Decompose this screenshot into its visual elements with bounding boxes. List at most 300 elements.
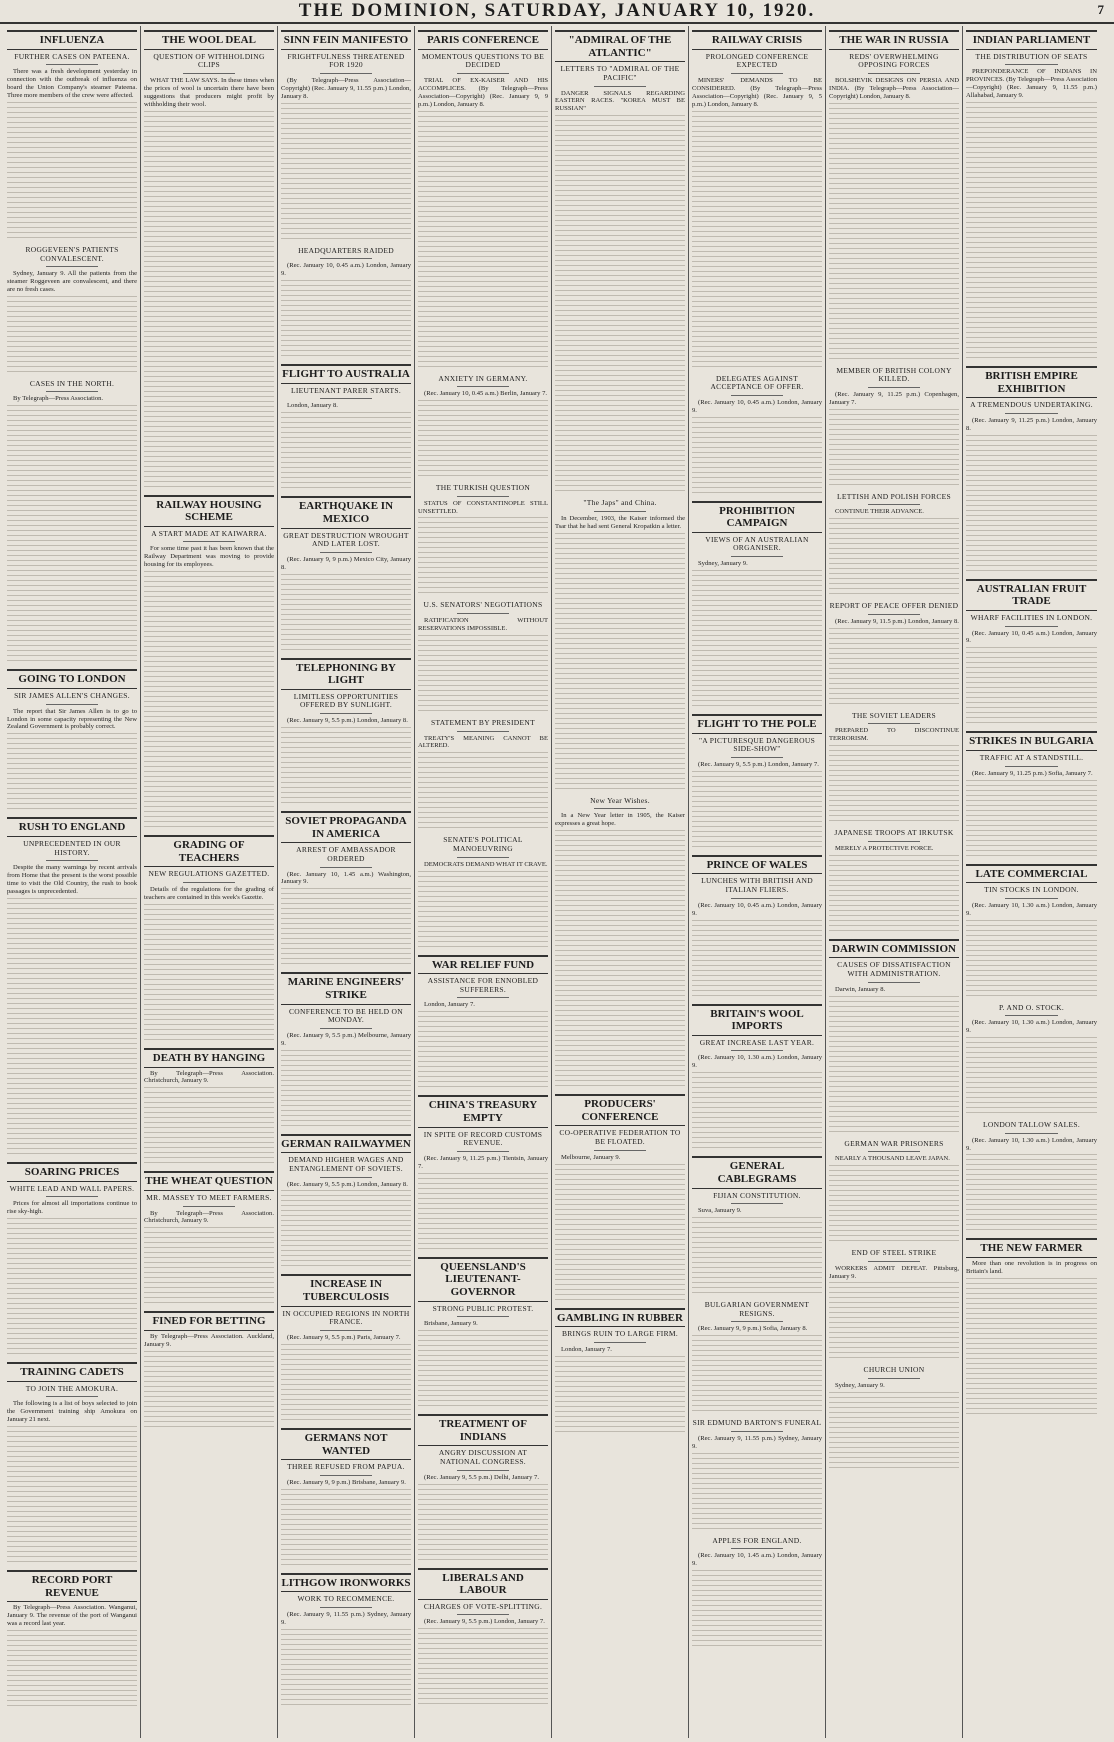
article-subheadline: IN SPITE OF RECORD CUSTOMS REVENUE. [423,1129,543,1148]
article [555,797,685,1090]
article-headline: DEATH BY HANGING [144,1048,274,1068]
article [144,1048,274,1167]
article-subheadline: TRAFFIC AT A STANDSTILL. [979,752,1084,762]
body-text-lines [7,1218,137,1358]
article-body: (Rec. January 9, 5.5 p.m.) London, January 7. [698,760,819,768]
article [7,380,137,666]
body-text-lines [281,1190,411,1270]
article [281,30,411,243]
article [281,496,411,653]
divider [868,1151,920,1152]
divider [457,1614,509,1615]
article [692,375,822,497]
article-subheadline: CHURCH UNION [863,1365,925,1375]
body-text-lines [966,1037,1097,1117]
body-text-lines [281,888,411,968]
article-body: London, January 7. [424,1001,475,1009]
article-subheadline: CASES IN THE NORTH. [29,378,115,388]
article-headline: DARWIN COMMISSION [829,939,959,959]
article-body: Prices for almost all importations continue to rise sky-high. [7,1200,137,1216]
body-text-lines [966,920,1097,1000]
article-subheadline: FIJIAN CONSTITUTION. [713,1190,801,1200]
article-body: (Rec. January 10, 1.30 a.m.) London, January 9. [966,901,1097,917]
article-body: PREPONDERANCE OF INDIANS IN PROVINCES. (By Telegraph—Press Association—Copyright) (Rec. January 9, 11.55 p.m.) Allahabad, January 9. [966,68,1097,99]
article-body: In a New Year letter in 1905, the Kaiser expresses a great hope. [555,812,685,828]
article-subheadline: REPORT OF PEACE OFFER DENIED [829,601,959,611]
body-text-lines [7,405,137,665]
article-headline: INDIAN PARLIAMENT [966,30,1097,50]
divider [183,541,235,542]
article [418,836,548,950]
article-headline: FLIGHT TO THE POLE [692,714,822,734]
article-headline: MARINE ENGINEERS' STRIKE [281,972,411,1004]
article [281,658,411,807]
article [966,1238,1097,1417]
article-body: CONTINUE THEIR ADVANCE. [835,508,924,516]
article-body: More than one revolution is in progress on Britain's land. [966,1260,1097,1275]
divider [868,387,920,388]
article-subheadline: TO JOIN THE AMOKURA. [25,1383,119,1393]
article [7,1162,137,1358]
divider [320,258,372,259]
article-subheadline: LIEUTENANT PARER STARTS. [290,385,402,395]
article-headline: THE WOOL DEAL [144,30,274,50]
article-headline: PRODUCERS' CONFERENCE [555,1094,685,1126]
body-text-lines [144,571,274,831]
article-subheadline: WHITE LEAD AND WALL PAPERS. [9,1183,135,1193]
body-text-lines [281,280,411,360]
article-headline: GENERAL CABLEGRAMS [692,1156,822,1188]
column-3 [278,26,415,1738]
article-body: (Rec. January 10, 1.45 a.m.) London, January 9. [692,1552,822,1568]
article-subheadline: A TREMENDOUS UNDERTAKING. [970,400,1093,410]
article [829,602,959,708]
divider [731,1548,783,1549]
body-text-lines [692,1072,822,1152]
divider [457,73,509,74]
body-text-lines [966,1154,1097,1234]
column-7 [826,26,963,1738]
body-text-lines [829,628,959,708]
article-headline: GRADING OF TEACHERS [144,835,274,867]
article [144,1311,274,1430]
article-headline: FLIGHT TO AUSTRALIA [281,364,411,384]
body-text-lines [281,1344,411,1424]
article [418,1257,548,1410]
article-subheadline: ASSISTANCE FOR ENNOBLED SUFFERERS. [427,976,539,994]
article-body: TRIAL OF EX-KAISER AND HIS ACCOMPLICES. (By Telegraph—Press Association—Copyright) (Rec. January 9, 9 p.m.) London, January 8. [418,76,548,108]
divider [46,64,98,65]
body-text-lines [966,1278,1097,1418]
body-text-lines [692,920,822,1000]
body-text-lines [555,830,685,1090]
article [281,1428,411,1569]
article-subheadline: BULGARIAN GOVERNMENT RESIGNS. [704,1300,810,1318]
article-body: PREPARED TO DISCONTINUE TERRORISM. [829,727,959,743]
article-body: London, January 8. [287,402,338,410]
body-text-lines [418,635,548,715]
article-body: WHAT THE LAW SAYS. In these times when the prices of wool is uncertain there have been suggestions that producers might profit by withholding their wool. [144,76,274,108]
article-body: (Rec. January 10, 0.45 a.m.) London, January 9. [281,262,411,278]
body-text-lines [144,904,274,1044]
body-text-lines [281,103,411,243]
article-subheadline: BRINGS RUIN TO LARGE FIRM. [561,1329,679,1339]
article-subheadline: THREE REFUSED FROM PAPUA. [287,1462,405,1472]
article-subheadline: REDS' OVERWHELMING OPPOSING FORCES [849,51,939,70]
article-body: (Rec. January 10, 1.30 a.m.) London, January 9. [966,1136,1097,1152]
body-text-lines [144,1087,274,1167]
article [418,719,548,832]
body-text-lines [555,115,685,495]
body-text-lines [281,574,411,654]
article-subheadline: DEMAND HIGHER WAGES AND ENTANGLEMENT OF SOVIETS. [288,1155,404,1173]
body-text-lines [829,518,959,598]
body-text-lines [7,296,137,376]
body-text-lines [966,780,1097,860]
article [829,493,959,599]
body-text-lines [692,1335,822,1415]
column-2 [141,26,278,1738]
article-body: (Rec. January 9, 5.5 p.m.) London, January 8. [287,1180,408,1188]
article-body: (Rec. January 10, 0.45 a.m.) Berlin, January 7. [424,390,548,398]
article-subheadline: GERMAN WAR PRISONERS [844,1138,944,1148]
article [966,579,1097,728]
article [418,955,548,1092]
body-text-lines [7,102,137,242]
divider [731,395,783,396]
body-text-lines [281,412,411,492]
divider [320,867,372,868]
article [966,366,1097,575]
article [692,714,822,851]
divider [320,1028,372,1029]
article [692,1156,822,1297]
article [692,1004,822,1153]
body-text-lines [281,727,411,807]
divider [731,556,783,557]
article-subheadline: ANXIETY IN GERMANY. [438,373,528,383]
article [418,1414,548,1563]
article-subheadline: THE TURKISH QUESTION [435,483,531,493]
divider [457,386,509,387]
article-body: By Telegraph—Press Association. [13,395,104,403]
article-subheadline: SENATE'S POLITICAL MANOEUVRING [443,835,523,853]
body-text-lines [418,752,548,832]
divider [594,511,646,512]
article-body: Suva, January 9. [698,1207,742,1215]
article-body: For some time past it has been known that the Railway Department was moving to provide housing for its employees. [144,545,274,569]
article-body: Sydney, January 9. [835,1382,885,1390]
article [966,864,1097,1000]
article [7,1362,137,1566]
article [418,601,548,714]
masthead [0,0,1114,24]
body-text-lines [418,1484,548,1564]
divider [457,1470,509,1471]
article-subheadline: THE DISTRIBUTION OF SEATS [975,51,1088,61]
column-1 [4,26,141,1738]
article-headline: LATE COMMERCIAL [966,864,1097,884]
divider [594,808,646,809]
divider [731,757,783,758]
article-body: (Rec. January 9, 5.5 p.m.) London, January 8. [287,717,408,725]
divider [183,1206,235,1207]
article-headline: RUSH TO ENGLAND [7,817,137,837]
article-subheadline: FRIGHTFULNESS THREATENED FOR 1920 [287,51,405,70]
article-body: Sydney, January 9. All the patients from the steamer Roggeveen are convalescent, and there are no fresh cases. [7,270,137,293]
divider [457,857,509,858]
article-subheadline: A START MADE AT KAIWARRA. [151,528,267,538]
body-text-lines [829,855,959,935]
article [144,495,274,832]
column-8 [963,26,1100,1738]
body-text-lines [418,1628,548,1708]
article-body: MERELY A PROTECTIVE FORCE. [835,844,934,852]
article-body: (Rec. January 9, 11.25 p.m.) Sofia, January 7. [972,769,1093,777]
article-body: (Rec. January 9, 9 p.m.) Brisbane, January 9. [287,1478,406,1486]
article [692,855,822,1000]
article-headline: SINN FEIN MANIFESTO [281,30,411,50]
article [555,1308,685,1436]
body-text-lines [692,417,822,497]
article-body: (Rec. January 10, 1.45 a.m.) Washington, January 9. [281,870,411,886]
article [829,829,959,935]
body-text-lines [829,103,959,363]
article-body: (Rec. January 9, 5.5 p.m.) Paris, January 7. [287,1334,401,1342]
article-headline: "ADMIRAL OF THE ATLANTIC" [555,30,685,62]
article [7,817,137,1158]
article-subheadline: LETTERS TO "ADMIRAL OF THE PACIFIC" [560,64,680,82]
article-headline: GERMAN RAILWAYMEN [281,1134,411,1154]
article [418,30,548,371]
article-body: STATUS OF CONSTANTINOPLE STILL UNSETTLED. [418,499,548,515]
article-body: (Rec. January 9, 9 p.m.) Sofia, January 8. [698,1325,808,1333]
body-text-lines [966,647,1097,727]
article-subheadline: NEW REGULATIONS GAZETTED. [148,869,270,879]
body-text-lines [144,1227,274,1307]
newspaper-columns [4,26,1110,1738]
divider [457,1316,509,1317]
body-text-lines [418,871,548,951]
article-body: DEMOCRATS DEMAND WHAT IT CRAVE. [424,860,548,868]
article [281,1134,411,1271]
divider [868,1378,920,1379]
article-headline: THE WAR IN RUSSIA [829,30,959,50]
body-text-lines [829,1165,959,1245]
article-headline: EARTHQUAKE IN MEXICO [281,496,411,528]
article-subheadline: QUESTION OF WITHHOLDING CLIPS [153,51,265,70]
article-subheadline: JAPANESE TROOPS AT IRKUTSK [834,828,954,838]
divider [320,398,372,399]
article [692,1419,822,1532]
article-subheadline: IN OCCUPIED REGIONS IN NORTH FRANCE. [282,1308,410,1327]
divider [868,723,920,724]
article-headline: RECORD PORT REVENUE [7,1570,137,1602]
body-text-lines [555,1356,685,1436]
divider [594,1342,646,1343]
body-text-lines [829,1392,959,1472]
article-headline: FINED FOR BETTING [144,1311,274,1331]
article [144,30,274,491]
article-subheadline: GREAT INCREASE LAST YEAR. [699,1037,815,1047]
article-subheadline: U.S. SENATORS' NEGOTIATIONS [423,600,543,610]
page-number: 7 [1097,2,1104,17]
article-headline: LITHGOW IRONWORKS [281,1573,411,1593]
article [281,811,411,968]
body-text-lines [7,898,137,1158]
article-body: There was a fresh development yesterday in connection with the outbreak of influenza on board the Union Company's steamer Pateena. Three more members of the crew were affected. [7,68,137,99]
divider [320,1607,372,1608]
article-body: TREATY'S MEANING CANNOT BE ALTERED. [418,734,548,750]
article-body: Despite the many warnings by recent arrivals from Home that the present is the worst possible time to visit the Old Country, the rush to book passages is unprecedented. [7,864,137,895]
divider [868,1261,920,1262]
article-subheadline: MEMBER OF BRITISH COLONY KILLED. [836,365,952,384]
divider [46,1196,98,1197]
article-headline: GOING TO LONDON [7,669,137,689]
divider [320,73,372,74]
article-body: (Rec. January 9, 5.5 p.m.) London, January 7. [424,1618,545,1626]
article-body: (Rec. January 9, 11.55 p.m.) Sydney, January 9. [692,1434,822,1450]
body-text-lines [829,996,959,1136]
article-subheadline: ROGGEVEEN'S PATIENTS CONVALESCENT. [25,244,119,263]
body-text-lines [281,1050,411,1130]
article-headline: THE NEW FARMER [966,1238,1097,1258]
article-subheadline: WHARF FACILITIES IN LONDON. [970,612,1093,622]
article-subheadline: STRONG PUBLIC PROTEST. [432,1303,534,1313]
article-body: By Telegraph—Press Association. Christchurch, January 9. [144,1209,274,1225]
body-text-lines [829,1282,959,1362]
body-text-lines [281,1629,411,1709]
article-subheadline: HEADQUARTERS RAIDED [298,245,394,255]
article-subheadline: THE SOVIET LEADERS [851,710,936,720]
body-text-lines [418,1173,548,1253]
article [692,1537,822,1650]
article-subheadline: PROLONGED CONFERENCE EXPECTED [705,51,809,70]
body-text-lines [555,1164,685,1304]
article-subheadline: MR. MASSEY TO MEET FARMERS. [146,1192,272,1202]
body-text-lines [555,533,685,793]
divider [457,1151,509,1152]
body-text-lines [7,733,137,813]
article [966,731,1097,859]
article-subheadline: GREAT DESTRUCTION WROUGHT AND LATER LOST. [283,530,409,549]
article-subheadline: SIR JAMES ALLEN'S CHANGES. [14,691,130,701]
article-subheadline: UNPRECEDENTED IN OUR HISTORY. [23,839,121,857]
body-text-lines [418,1011,548,1091]
divider [320,1475,372,1476]
article [418,1095,548,1252]
article-headline: CHINA'S TREASURY EMPTY [418,1095,548,1127]
article-headline: BRITISH EMPIRE EXHIBITION [966,366,1097,398]
article-headline: QUEENSLAND'S LIEUTENANT-GOVERNOR [418,1257,548,1302]
article-body: By Telegraph—Press Association. Christchurch, January 9. [144,1069,274,1085]
body-text-lines [692,771,822,851]
body-text-lines [418,111,548,371]
article [281,247,411,360]
article-headline: INCREASE IN TUBERCULOSIS [281,1274,411,1306]
article [7,669,137,813]
body-text-lines [144,111,274,491]
article-body: Melbourne, January 9. [561,1153,621,1161]
article [281,1274,411,1423]
divider [868,73,920,74]
article [829,712,959,825]
article [829,1140,959,1246]
article [966,30,1097,362]
body-text-lines [966,435,1097,575]
divider [1005,1015,1057,1016]
body-text-lines [418,517,548,597]
article-subheadline: New Year Wishes. [590,795,650,805]
article-body: (By Telegraph—Press Association—Copyright) (Rec. January 9, 11.55 p.m.) London, January 8. [281,76,411,100]
body-text-lines [281,1489,411,1569]
divider [731,1321,783,1322]
article-body: In December, 1903, the Kaiser informed the Tsar that he had sent General Kropatkin a letter. [555,514,685,530]
article-body: (Rec. January 9, 11.5 p.m.) London, January 8. [835,617,959,625]
divider [594,86,646,87]
article [555,1094,685,1303]
divider [457,997,509,998]
divider [594,1150,646,1151]
divider [320,552,372,553]
article-subheadline: ANGRY DISCUSSION AT NATIONAL CONGRESS. [438,1448,528,1467]
article-headline: PARIS CONFERENCE [418,30,548,50]
article [966,1121,1097,1234]
article-headline: RAILWAY HOUSING SCHEME [144,495,274,527]
article-body: (Rec. January 9, 5.5 p.m.) Melbourne, January 9. [281,1031,411,1047]
article-body: (Rec. January 10, 1.30 a.m.) London, January 9. [692,1054,822,1070]
article-subheadline: STATEMENT BY PRESIDENT [431,717,535,727]
article-body: (Rec. January 9, 11.55 p.m.) Sydney, January 9. [281,1611,411,1626]
divider [320,1330,372,1331]
body-text-lines [692,570,822,710]
article-subheadline: CAUSES OF DISSATISFACTION WITH ADMINISTRATION. [837,960,951,978]
article-headline: SOVIET PROPAGANDA IN AMERICA [281,811,411,843]
article [966,1004,1097,1117]
article-headline: SOARING PRICES [7,1162,137,1182]
divider [320,1177,372,1178]
divider [46,266,98,267]
divider [320,713,372,714]
article-body: Sydney, January 9. [698,560,748,568]
article-body: Brisbane, January 9. [424,1320,478,1328]
article [692,1301,822,1415]
divider [868,504,920,505]
article [418,484,548,597]
divider [457,496,509,497]
article [692,30,822,371]
body-text-lines [829,409,959,489]
article [7,246,137,376]
divider [183,882,235,883]
divider [457,731,509,732]
article [418,375,548,481]
article-body: (Rec. January 9, 11.25 p.m.) Tientsin, January 7. [418,1154,548,1170]
article [829,367,959,489]
article-headline: PRINCE OF WALES [692,855,822,875]
article-subheadline: CO-OPERATIVE FEDERATION TO BE FLOATED. [559,1128,681,1147]
article-subheadline: FURTHER CASES ON PATEENA. [14,51,130,61]
article-body: (Rec. January 9, 5.5 p.m.) Delhi, January 7. [424,1473,539,1481]
divider [1005,898,1057,899]
divider [731,1431,783,1432]
divider [183,73,235,74]
divider [868,614,920,615]
article-headline: PROHIBITION CAMPAIGN [692,501,822,533]
column-6 [689,26,826,1738]
divider [1005,64,1057,65]
divider [1005,766,1057,767]
